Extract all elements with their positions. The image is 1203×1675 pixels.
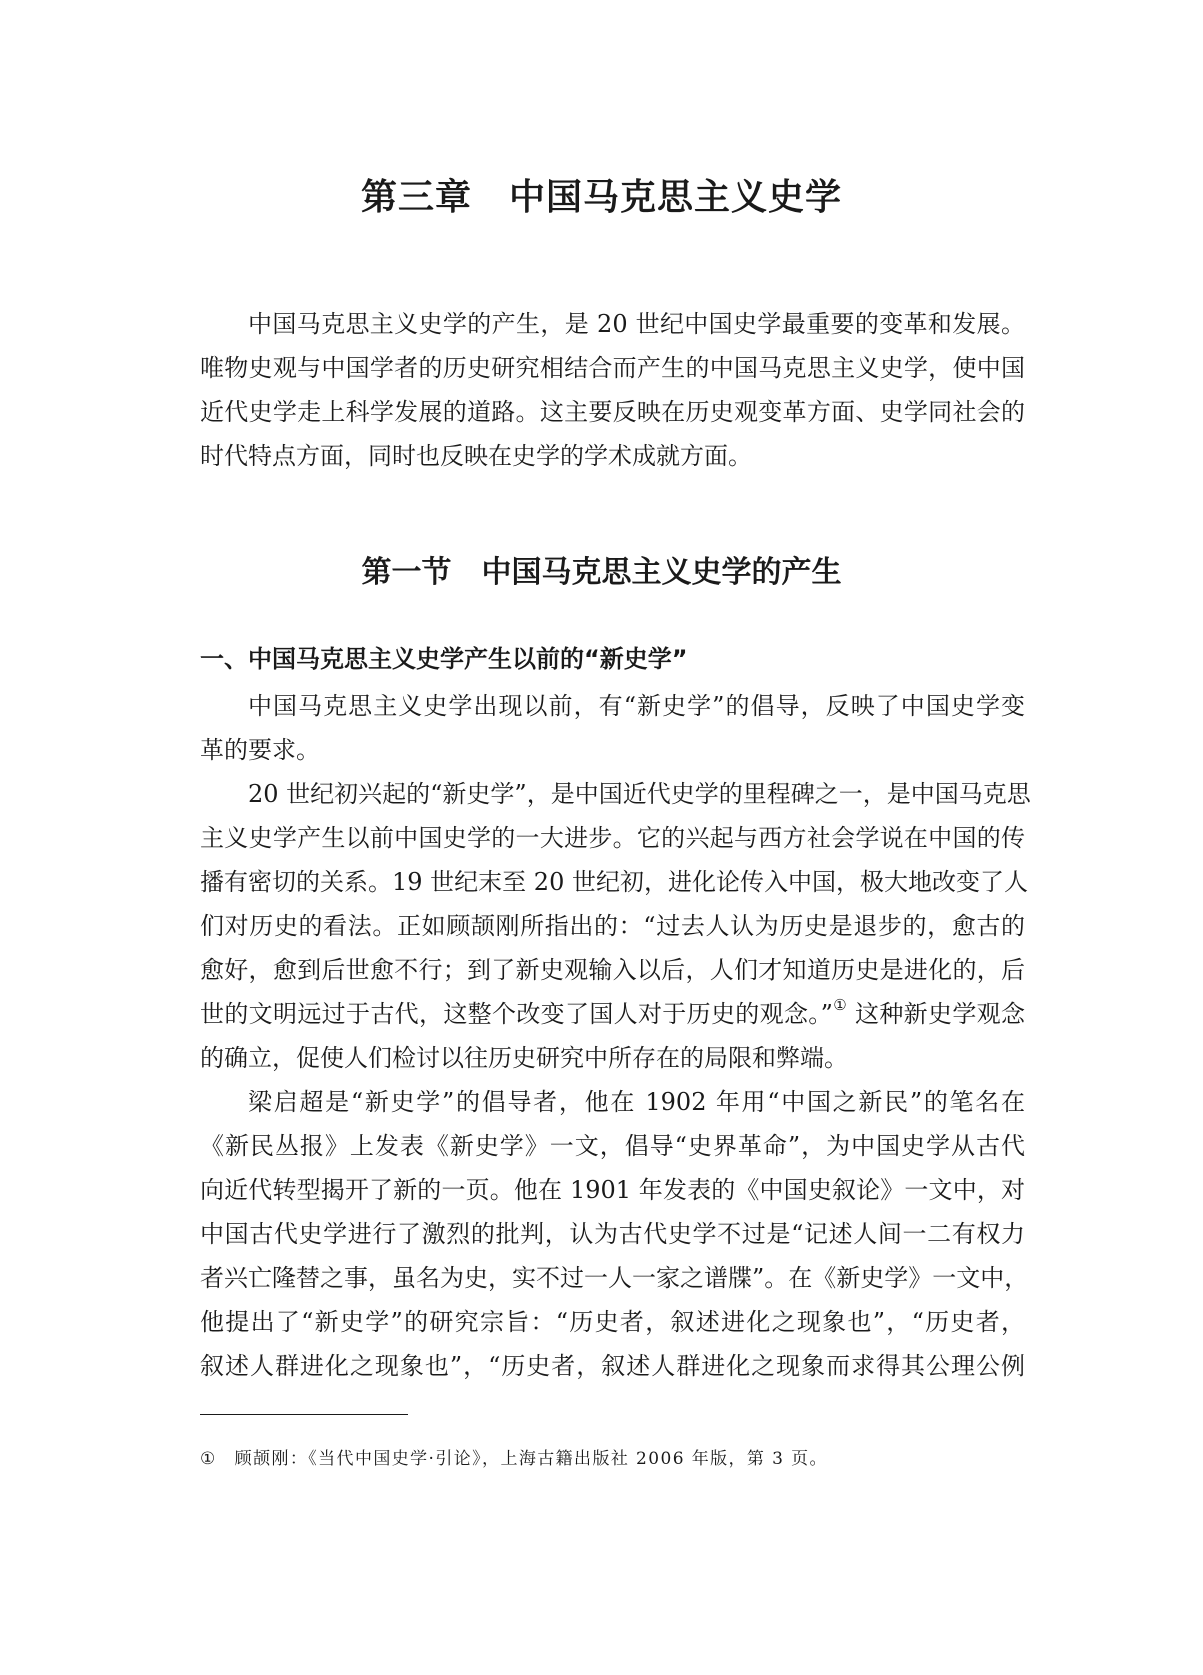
paragraph-line: 革的要求。 <box>200 736 320 764</box>
footnote-ref[interactable]: ① <box>832 996 848 1014</box>
paragraph-line: 向近代转型揭开了新的一页。他在 1901 年发表的《中国史叙论》一文中，对 <box>200 1176 1025 1204</box>
paragraph-line: 播有密切的关系。19 世纪末至 20 世纪初，进化论传入中国，极大地改变了人 <box>200 868 1028 896</box>
paragraph-3 <box>200 772 1031 1080</box>
paragraph-line: 《新民丛报》上发表《新史学》一文，倡导“史界革命”，为中国史学从古代 <box>200 1132 1025 1160</box>
intro-paragraph <box>200 302 1025 478</box>
paragraph-line: 主义史学产生以前中国史学的一大进步。它的兴起与西方社会学说在中国的传 <box>200 824 1025 852</box>
paragraph-line: 梁启超是“新史学”的倡导者，他在 1902 年用“中国之新民”的笔名在 <box>248 1088 1025 1116</box>
paragraph-line-with-footnote <box>200 992 1025 1036</box>
paragraph-line: 他提出了“新史学”的研究宗旨：“历史者，叙述进化之现象也”，“历史者， <box>200 1308 1025 1336</box>
paragraph-line: 时代特点方面，同时也反映在史学的学术成就方面。 <box>200 442 752 470</box>
paragraph-line: 中国马克思主义史学出现以前，有“新史学”的倡导，反映了中国史学变 <box>248 692 1025 720</box>
paragraph-line: 的确立，促使人们检讨以往历史研究中所存在的局限和弊端。 <box>200 1044 848 1072</box>
section-title: 第一节 中国马克思主义史学的产生 <box>361 555 842 590</box>
paragraph-line: 中国古代史学进行了激烈的批判，认为古代史学不过是“记述人间一二有权力 <box>200 1220 1025 1248</box>
paragraph-2 <box>200 684 1025 772</box>
paragraph-line: 者兴亡隆替之事，虽名为史，实不过一人一家之谱牒”。在《新史学》一文中， <box>200 1264 1029 1292</box>
paragraph-line: 唯物史观与中国学者的历史研究相结合而产生的中国马克思主义史学，使中国 <box>200 354 1025 382</box>
line-text: 世的文明远过于古代，这整个改变了国人对于历史的观念。” <box>200 1000 833 1028</box>
paragraph-line: 近代史学走上科学发展的道路。这主要反映在历史观变革方面、史学同社会的 <box>200 398 1025 426</box>
footnote <box>200 1445 1020 1473</box>
footnote-text: 顾颉刚：《当代中国史学·引论》，上海古籍出版社 2006 年版，第 3 页。 <box>234 1449 828 1469</box>
chapter-title: 第三章 中国马克思主义史学 <box>360 177 842 218</box>
subsection-heading: 一、中国马克思主义史学产生以前的“新史学” <box>200 645 688 673</box>
footnote-divider <box>200 1414 408 1415</box>
paragraph-line: 愈好，愈到后世愈不行；到了新史观输入以后，人们才知道历史是进化的，后 <box>200 956 1025 984</box>
footnote-mark: ① <box>200 1449 217 1469</box>
paragraph-line: 叙述人群进化之现象也”，“历史者，叙述人群进化之现象而求得其公理公例 <box>200 1352 1025 1380</box>
paragraph-line: 20 世纪初兴起的“新史学”，是中国近代史学的里程碑之一，是中国马克思 <box>248 780 1031 808</box>
paragraph-line: 们对历史的看法。正如顾颉刚所指出的：“过去人认为历史是退步的，愈古的 <box>200 912 1025 940</box>
paragraph-4 <box>200 1080 1029 1388</box>
line-tail: 这种新史学观念 <box>847 1000 1025 1028</box>
paragraph-line: 中国马克思主义史学的产生，是 20 世纪中国史学最重要的变革和发展。 <box>248 310 1025 338</box>
